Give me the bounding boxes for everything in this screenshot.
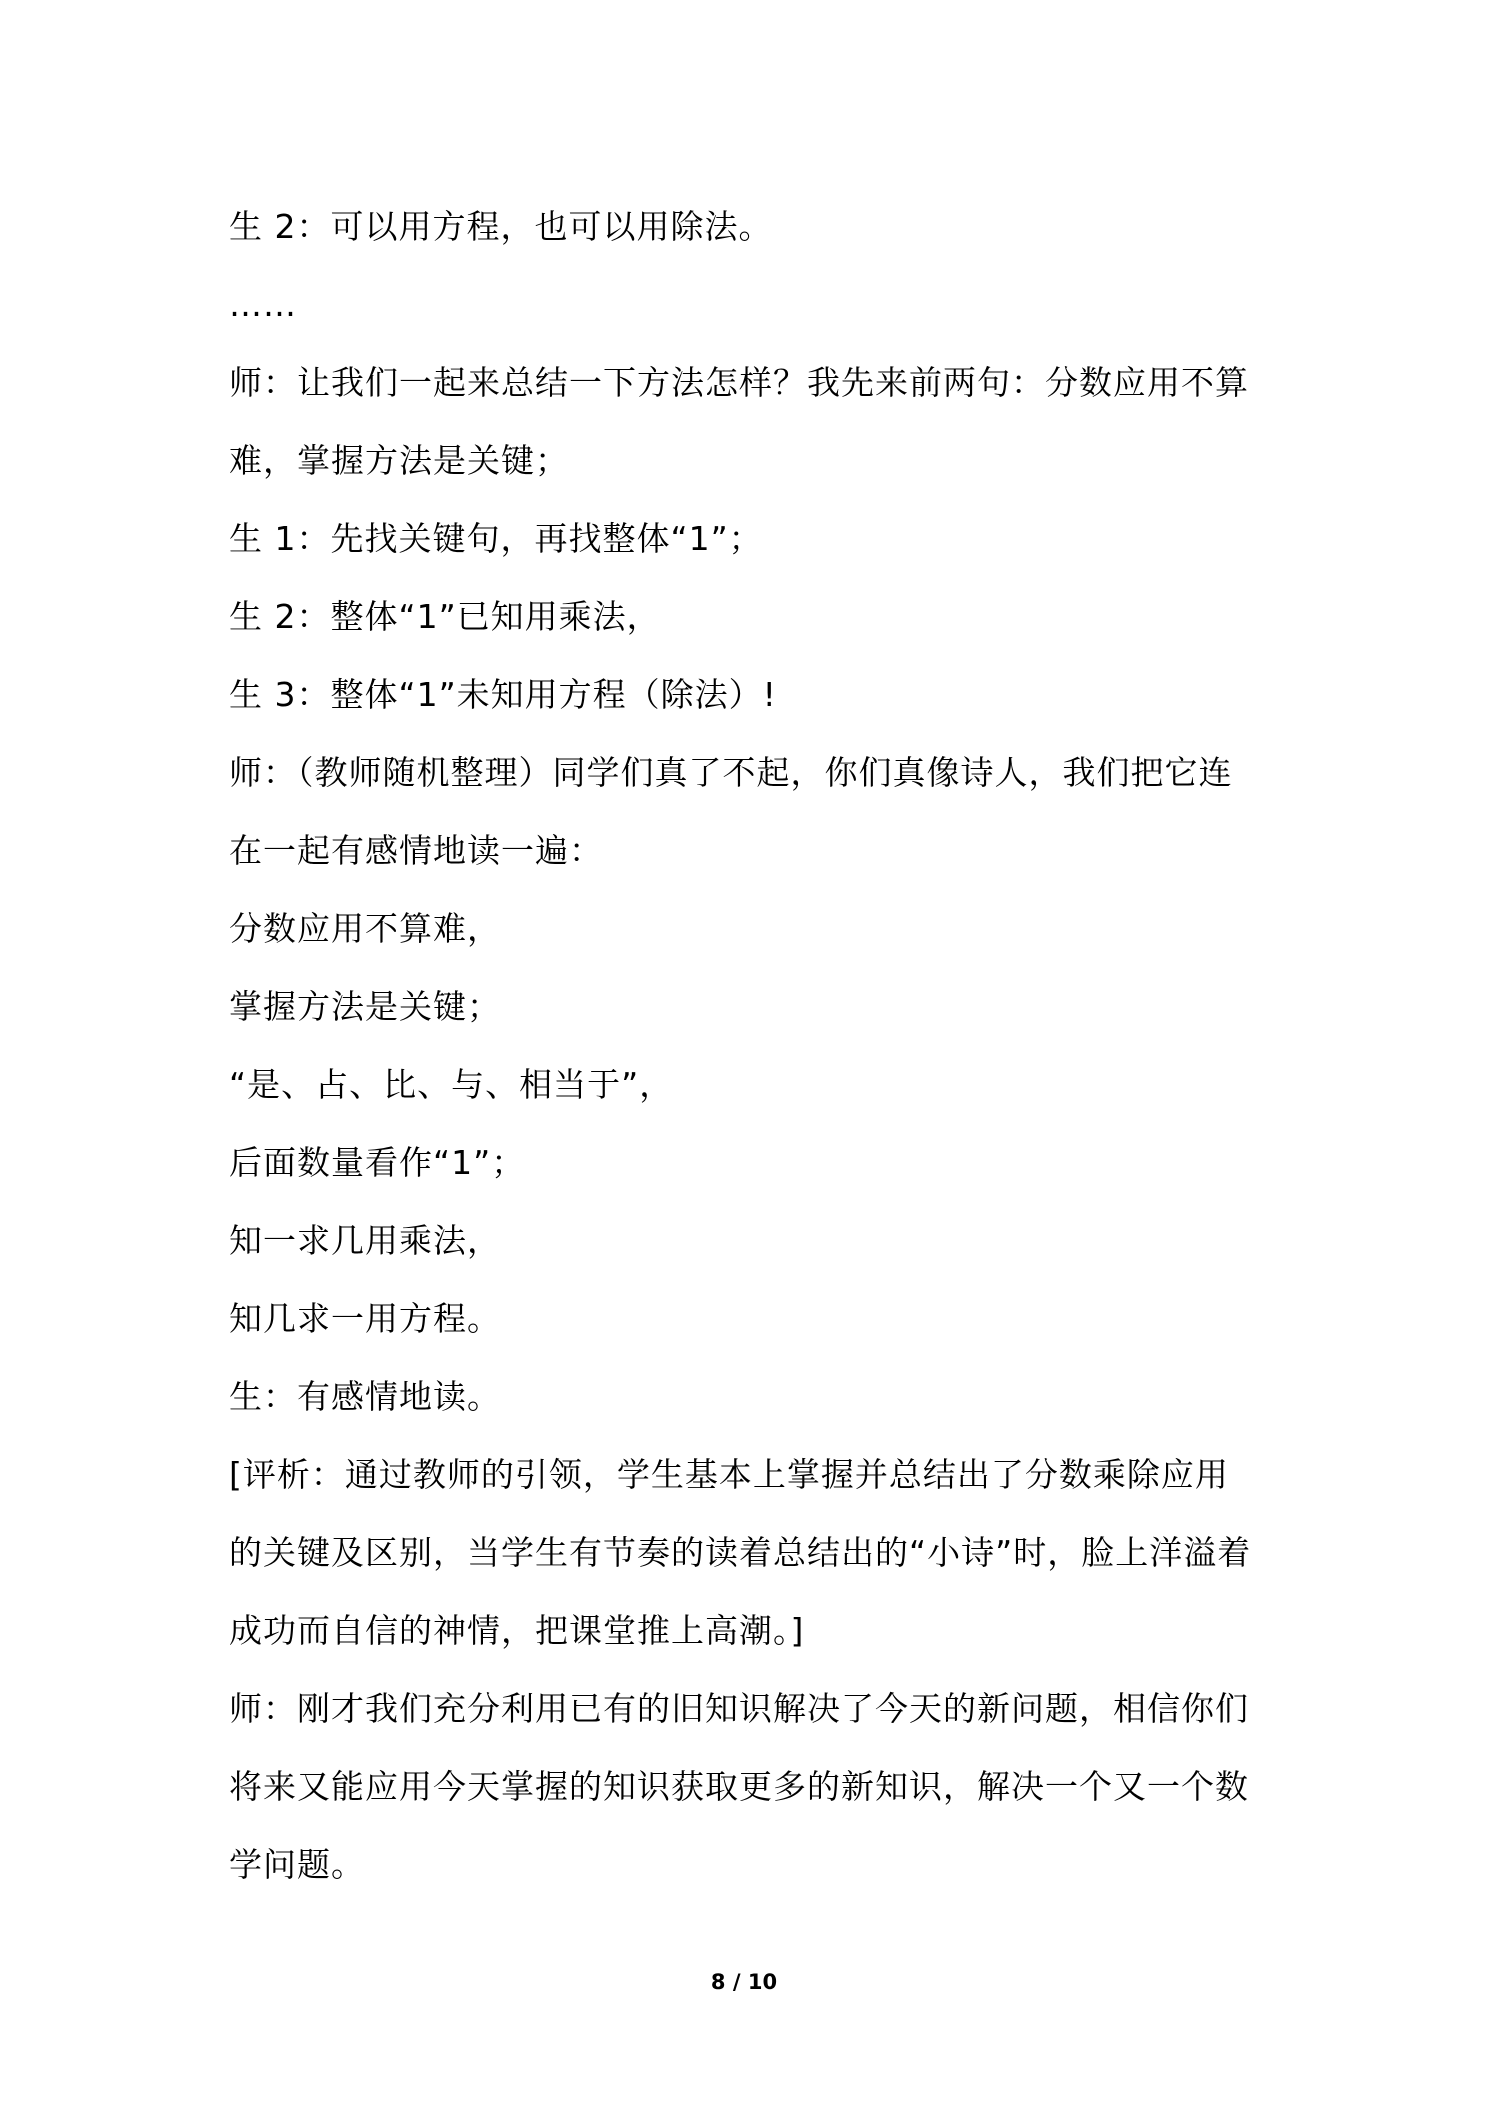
text-line: 的关键及区别，当学生有节奏的读着总结出的“小诗”时，脸上洋溢着 [229, 1533, 1252, 1572]
text-line: 知几求一用方程。 [229, 1299, 501, 1338]
text-line: 师：让我们一起来总结一下方法怎样？我先来前两句：分数应用不算 [229, 363, 1249, 402]
text-line: 知一求几用乘法， [229, 1221, 501, 1260]
text-line: 生 2：可以用方程，也可以用除法。 [229, 207, 773, 246]
text-line: …… [229, 285, 297, 324]
text-line: 分数应用不算难， [229, 909, 501, 948]
text-line: 生 1：先找关键句，再找整体“1”； [229, 519, 763, 558]
text-line: 将来又能应用今天掌握的知识获取更多的新知识，解决一个又一个数 [229, 1767, 1249, 1806]
text-line: 生 2：整体“1”已知用乘法， [229, 597, 661, 636]
text-line: 在一起有感情地读一遍： [229, 831, 603, 870]
text-line: [评析：通过教师的引领，学生基本上掌握并总结出了分数乘除应用 [229, 1455, 1229, 1494]
text-line: 生：有感情地读。 [229, 1377, 501, 1416]
page-body [229, 188, 1269, 1904]
text-line: 成功而自信的神情，把课堂推上高潮。] [229, 1611, 805, 1650]
text-line: 难，掌握方法是关键； [229, 441, 569, 480]
text-line: 学问题。 [229, 1845, 365, 1884]
text-line: 生 3：整体“1”未知用方程（除法）! [229, 675, 777, 714]
page-number: 8 / 10 [710, 1970, 778, 1994]
text-line: “是、占、比、与、相当于”， [229, 1065, 674, 1104]
text-line: 师：（教师随机整理）同学们真了不起，你们真像诗人，我们把它连 [229, 753, 1233, 792]
text-line: 后面数量看作“1”； [229, 1143, 526, 1182]
text-line: 师：刚才我们充分利用已有的旧知识解决了今天的新问题，相信你们 [229, 1689, 1249, 1728]
text-line: 掌握方法是关键； [229, 987, 501, 1026]
